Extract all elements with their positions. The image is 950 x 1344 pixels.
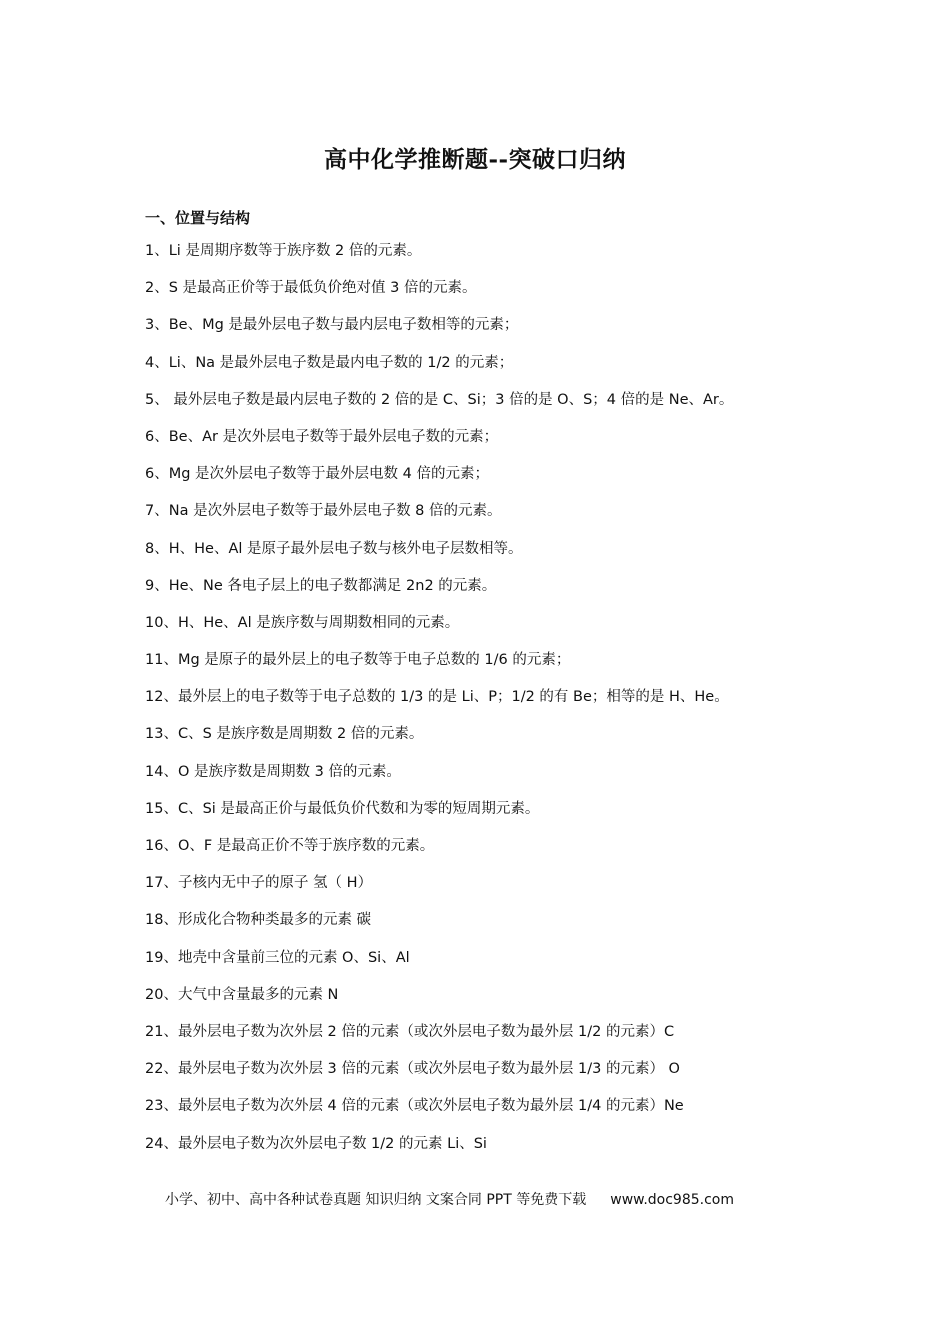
list-item: 14、O 是族序数是周期数 3 倍的元素。 bbox=[145, 763, 401, 780]
list-item: 1、Li 是周期序数等于族序数 2 倍的元素。 bbox=[145, 243, 422, 259]
list-item: 4、Li、Na 是最外层电子数是最内电子数的 1/2 的元素； bbox=[145, 354, 514, 371]
list-item: 8、H、He、Al 是原子最外层电子数与核外电子层数相等。 bbox=[145, 540, 523, 557]
list-item: 12、最外层上的电子数等于电子总数的 1/3 的是 Li、P；1/2 的有 Be；相等的是 H、He。 bbox=[145, 689, 729, 706]
list-item: 13、C、S 是族序数是周期数 2 倍的元素。 bbox=[145, 726, 424, 743]
footer-site-link[interactable]: www.doc985.com bbox=[610, 1192, 734, 1208]
list-item: 24、最外层电子数为次外层电子数 1/2 的元素 Li、Si bbox=[145, 1135, 487, 1152]
list-item: 21、最外层电子数为次外层 2 倍的元素（或次外层电子数为最外层 1/2 的元素）C bbox=[145, 1023, 675, 1040]
list-item: 22、最外层电子数为次外层 3 倍的元素（或次外层电子数为最外层 1/3 的元素） O bbox=[145, 1061, 680, 1078]
list-item: 10、H、He、Al 是族序数与周期数相同的元素。 bbox=[145, 614, 460, 631]
list-item: 20、大气中含量最多的元素 N bbox=[145, 986, 339, 1003]
list-item: 18、形成化合物种类最多的元素 碳 bbox=[145, 912, 372, 929]
list-item: 6、Mg 是次外层电子数等于最外层电数 4 倍的元素； bbox=[145, 466, 489, 483]
list-item: 16、O、F 是最高正价不等于族序数的元素。 bbox=[145, 838, 435, 854]
section-heading: 一、位置与结构 bbox=[145, 209, 251, 227]
list-item: 6、Be、Ar 是次外层电子数等于最外层电子数的元素； bbox=[145, 428, 499, 445]
list-item: 11、Mg 是原子的最外层上的电子数等于电子总数的 1/6 的元素； bbox=[145, 652, 571, 669]
list-item: 17、子核内无中子的原子 氢（ H） bbox=[145, 875, 373, 892]
footer-text: 小学、初中、高中各种试卷真题 知识归纳 文案合同 PPT 等免费下载 bbox=[165, 1192, 587, 1208]
list-item: 3、Be、Mg 是最外层电子数与最内层电子数相等的元素； bbox=[145, 317, 519, 334]
list-item: 7、Na 是次外层电子数等于最外层电子数 8 倍的元素。 bbox=[145, 503, 502, 520]
list-item: 9、He、Ne 各电子层上的电子数都满足 2n2 的元素。 bbox=[145, 577, 497, 594]
item-list bbox=[145, 240, 845, 1170]
list-item: 19、地壳中含量前三位的元素 O、Si、Al bbox=[145, 949, 410, 966]
footer bbox=[165, 1189, 805, 1211]
list-item: 15、C、Si 是最高正价与最低负价代数和为零的短周期元素。 bbox=[145, 800, 540, 817]
list-item: 5、 最外层电子数是最内层电子数的 2 倍的是 C、Si；3 倍的是 O、S；4 倍的是 Ne、Ar。 bbox=[145, 391, 734, 408]
list-item: 23、最外层电子数为次外层 4 倍的元素（或次外层电子数为最外层 1/4 的元素）Ne bbox=[145, 1098, 684, 1115]
list-item: 2、S 是最高正价等于最低负价绝对值 3 倍的元素。 bbox=[145, 280, 477, 297]
page-title: 高中化学推断题--突破口归纳 bbox=[323, 146, 627, 173]
